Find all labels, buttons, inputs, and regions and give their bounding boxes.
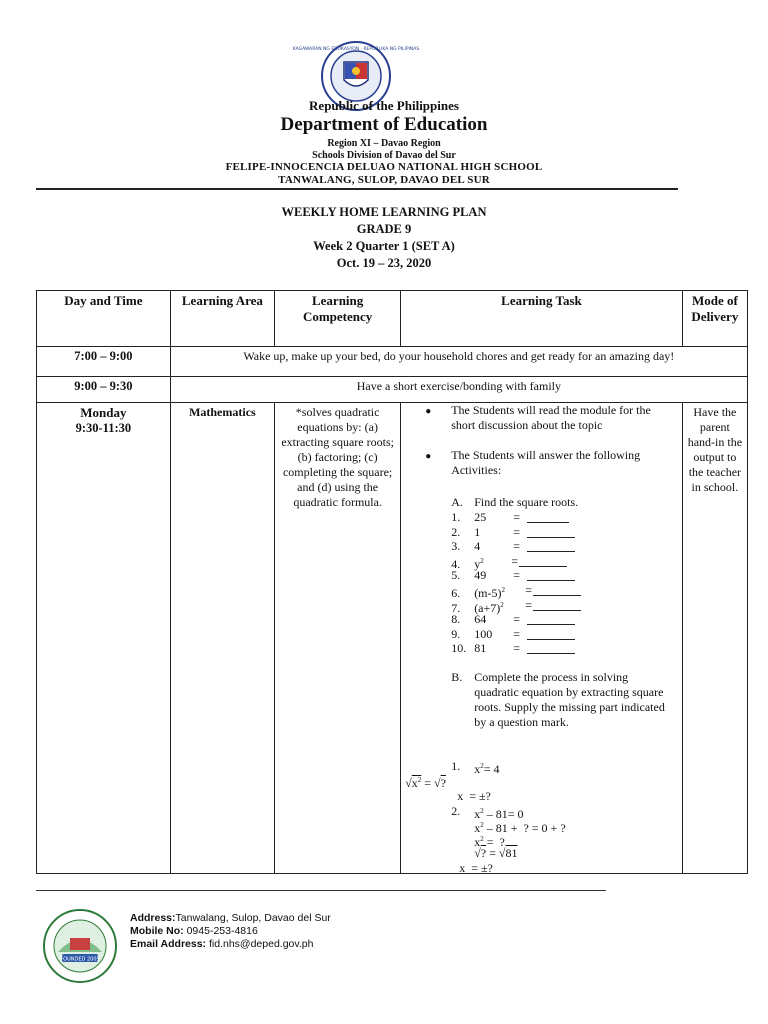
item-number: 10. — [451, 641, 467, 656]
table-row — [37, 377, 748, 403]
row-learning-area: Mathematics — [170, 403, 274, 874]
row-time: 7:00 – 9:00 — [37, 347, 171, 377]
part-a-label: A. — [451, 495, 463, 509]
column-header-day-time: Day and Time — [37, 291, 171, 347]
item-equals: = — [525, 597, 532, 612]
item-value: (m-5) — [474, 586, 502, 600]
list-item: 7. $(a+7)^2$ = — [451, 598, 504, 616]
list-item — [451, 510, 520, 525]
eq1-line3: x = ±? — [457, 789, 491, 803]
answer-blank — [527, 643, 575, 654]
column-header-learning-area: Learning Area — [170, 291, 274, 347]
table-row — [37, 403, 748, 874]
eq1-line1: $x^2= 4$ — [474, 762, 500, 776]
footer-email: fid.nhs@deped.gov.ph — [208, 938, 314, 950]
answer-blank — [533, 585, 581, 596]
row-day-time — [37, 403, 171, 874]
eq2-line3: $x^2$ = ? — [474, 835, 505, 849]
header-divider — [36, 188, 678, 190]
header-region: Region XI – Davao Region — [327, 138, 441, 149]
item-equals: = — [513, 539, 520, 554]
eq2-line4: √? = √81 — [474, 846, 518, 860]
item-equals: = — [525, 583, 532, 597]
item-number: 2. — [451, 524, 461, 539]
seal-text: KAGAWARAN NG EDUKASYON · REPUBLIKA NG PILIPINAS — [292, 47, 420, 52]
eq2-line2: $x^2 - 81$ + ? = 0 + ? — [474, 821, 566, 835]
row-day: Monday — [80, 405, 127, 420]
row-time: 9:30-11:30 — [75, 421, 132, 435]
header-school: FELIPE-INNOCENCIA DELUAO NATIONAL HIGH SCHOOL — [225, 161, 543, 173]
task-bullet-2: The Students will answer the following Activities: — [451, 448, 641, 477]
header-division: Schools Division of Davao del Sur — [312, 150, 456, 161]
answer-blank — [527, 541, 575, 552]
header-department: Department of Education — [280, 114, 488, 135]
answer-blank — [527, 629, 575, 640]
row-learning-task: ● The Students will read the module for the short discussion about the topic ● The Students will answer the following Activities: A. Find the square roots. 1. 25 = 2. 1 = 3. 4 = 4. $y^2$ = 5. 49 = 6. $(m-5)^2$ = 7. $(a+7)^2$ = 8. 64 = 9. 100 = 10. 81 = B. Complete the process in solving quadratic equation by extracting square roots. Supply the missing part indicated by a question mark. 1. $x^2= 4$ $√x^2$ = √? x = ±? 2. $x^2 - 81= 0$ $x^2 - 81$ + ? = 0 + ? $x^2$ = ? √? = √81 x = ±? — [401, 403, 683, 874]
item-number: 3. — [451, 539, 461, 554]
header-republic: Republic of the Philippines — [309, 98, 459, 113]
table-header-row — [37, 291, 748, 347]
footer-address-label: Address: — [130, 912, 176, 924]
row-competency: *solves quadratic equations by: (a) extracting square roots; (b) factoring; (c) completing the square; and (d) using the quadratic formula. — [275, 403, 401, 874]
plan-week: Week 2 Quarter 1 (SET A) — [313, 239, 455, 253]
list-item — [451, 524, 520, 540]
table-row — [37, 347, 748, 377]
row-time: 9:00 – 9:30 — [37, 377, 171, 403]
part-b-instruction: Complete the process in solving quadratic equation by extracting square roots. Supply the missing part indicated by a question mark. — [474, 670, 665, 729]
answer-blank — [527, 512, 569, 523]
list-item: 6. $(m-5)^2$ = — [451, 583, 505, 601]
item-number: 7. — [451, 600, 461, 615]
part-b-label: B. — [451, 670, 463, 684]
item-value: 4 — [474, 539, 481, 554]
eq2-line5: x = ±? — [459, 861, 493, 875]
task-bullet-1: The Students will read the module for the short discussion about the topic — [451, 403, 651, 432]
school-logo-icon — [42, 908, 118, 984]
item-equals: = — [513, 510, 520, 524]
item-number: 5. — [451, 568, 461, 583]
row-mode-delivery: Have the parent hand-in the output to the teacher in school. — [682, 403, 747, 874]
row-activity: Wake up, make up your bed, do your household chores and get ready for an amazing day! — [170, 347, 747, 377]
item-value: 81 — [474, 641, 487, 656]
footer-mobile: 0945-253-4816 — [186, 925, 258, 937]
item-number: 6. — [451, 586, 461, 600]
item-number: 4. — [451, 556, 461, 571]
answer-blank — [527, 527, 575, 538]
item-equals: = — [511, 553, 518, 568]
item-value: 25 — [474, 510, 487, 524]
footer-address: Tanwalang, Sulop, Davao del Sur — [175, 912, 331, 924]
logo-founded-text: FOUNDED 2005 — [60, 956, 100, 963]
bullet-icon: ● — [425, 451, 432, 462]
eq1-line2: $√x^2$ = √? — [405, 776, 446, 790]
list-item: 4. $y^2$ = — [451, 554, 484, 572]
item-equals: = — [513, 612, 520, 627]
item-value: y — [474, 556, 481, 571]
footer-email-label: Email Address: — [130, 938, 207, 950]
list-item — [451, 568, 520, 583]
column-header-mode-delivery: Mode of Delivery — [682, 291, 747, 347]
column-header-learning-task: Learning Task — [401, 291, 683, 347]
item-number: 9. — [451, 626, 461, 641]
answer-blank — [527, 614, 575, 625]
item-equals: = — [513, 524, 520, 539]
answer-blank — [527, 570, 575, 581]
plan-dates: Oct. 19 – 23, 2020 — [336, 256, 432, 270]
answer-blank — [519, 556, 567, 567]
item-value: 49 — [474, 568, 487, 583]
item-number: 8. — [451, 612, 461, 627]
list-item — [451, 612, 520, 627]
list-item — [451, 626, 520, 642]
item-value: (a+7) — [474, 600, 501, 615]
item-number: 1. — [451, 510, 461, 524]
row-activity: Have a short exercise/bonding with family — [170, 377, 747, 403]
learning-plan-table — [36, 290, 748, 874]
item-equals: = — [513, 626, 520, 641]
item-equals: = — [513, 641, 520, 656]
answer-blank — [533, 600, 581, 611]
footer-mobile-label: Mobile No: — [130, 925, 184, 937]
bullet-icon: ● — [425, 406, 432, 417]
list-item — [451, 539, 520, 554]
footer-contact — [130, 912, 331, 951]
item-value: 100 — [474, 626, 493, 641]
plan-grade: GRADE 9 — [356, 222, 412, 236]
list-item — [451, 641, 520, 656]
plan-title: WEEKLY HOME LEARNING PLAN — [281, 205, 487, 219]
column-header-competency: Learning Competency — [275, 291, 401, 347]
item-value: 64 — [474, 612, 487, 627]
footer-divider — [36, 890, 606, 891]
header-address: TANWALANG, SULOP, DAVAO DEL SUR — [278, 174, 490, 186]
part-a-instruction: Find the square roots. — [474, 495, 579, 509]
item-equals: = — [513, 568, 520, 583]
eq2-line1: $x^2 - 81= 0$ — [474, 807, 524, 821]
item-value: 1 — [474, 524, 481, 539]
